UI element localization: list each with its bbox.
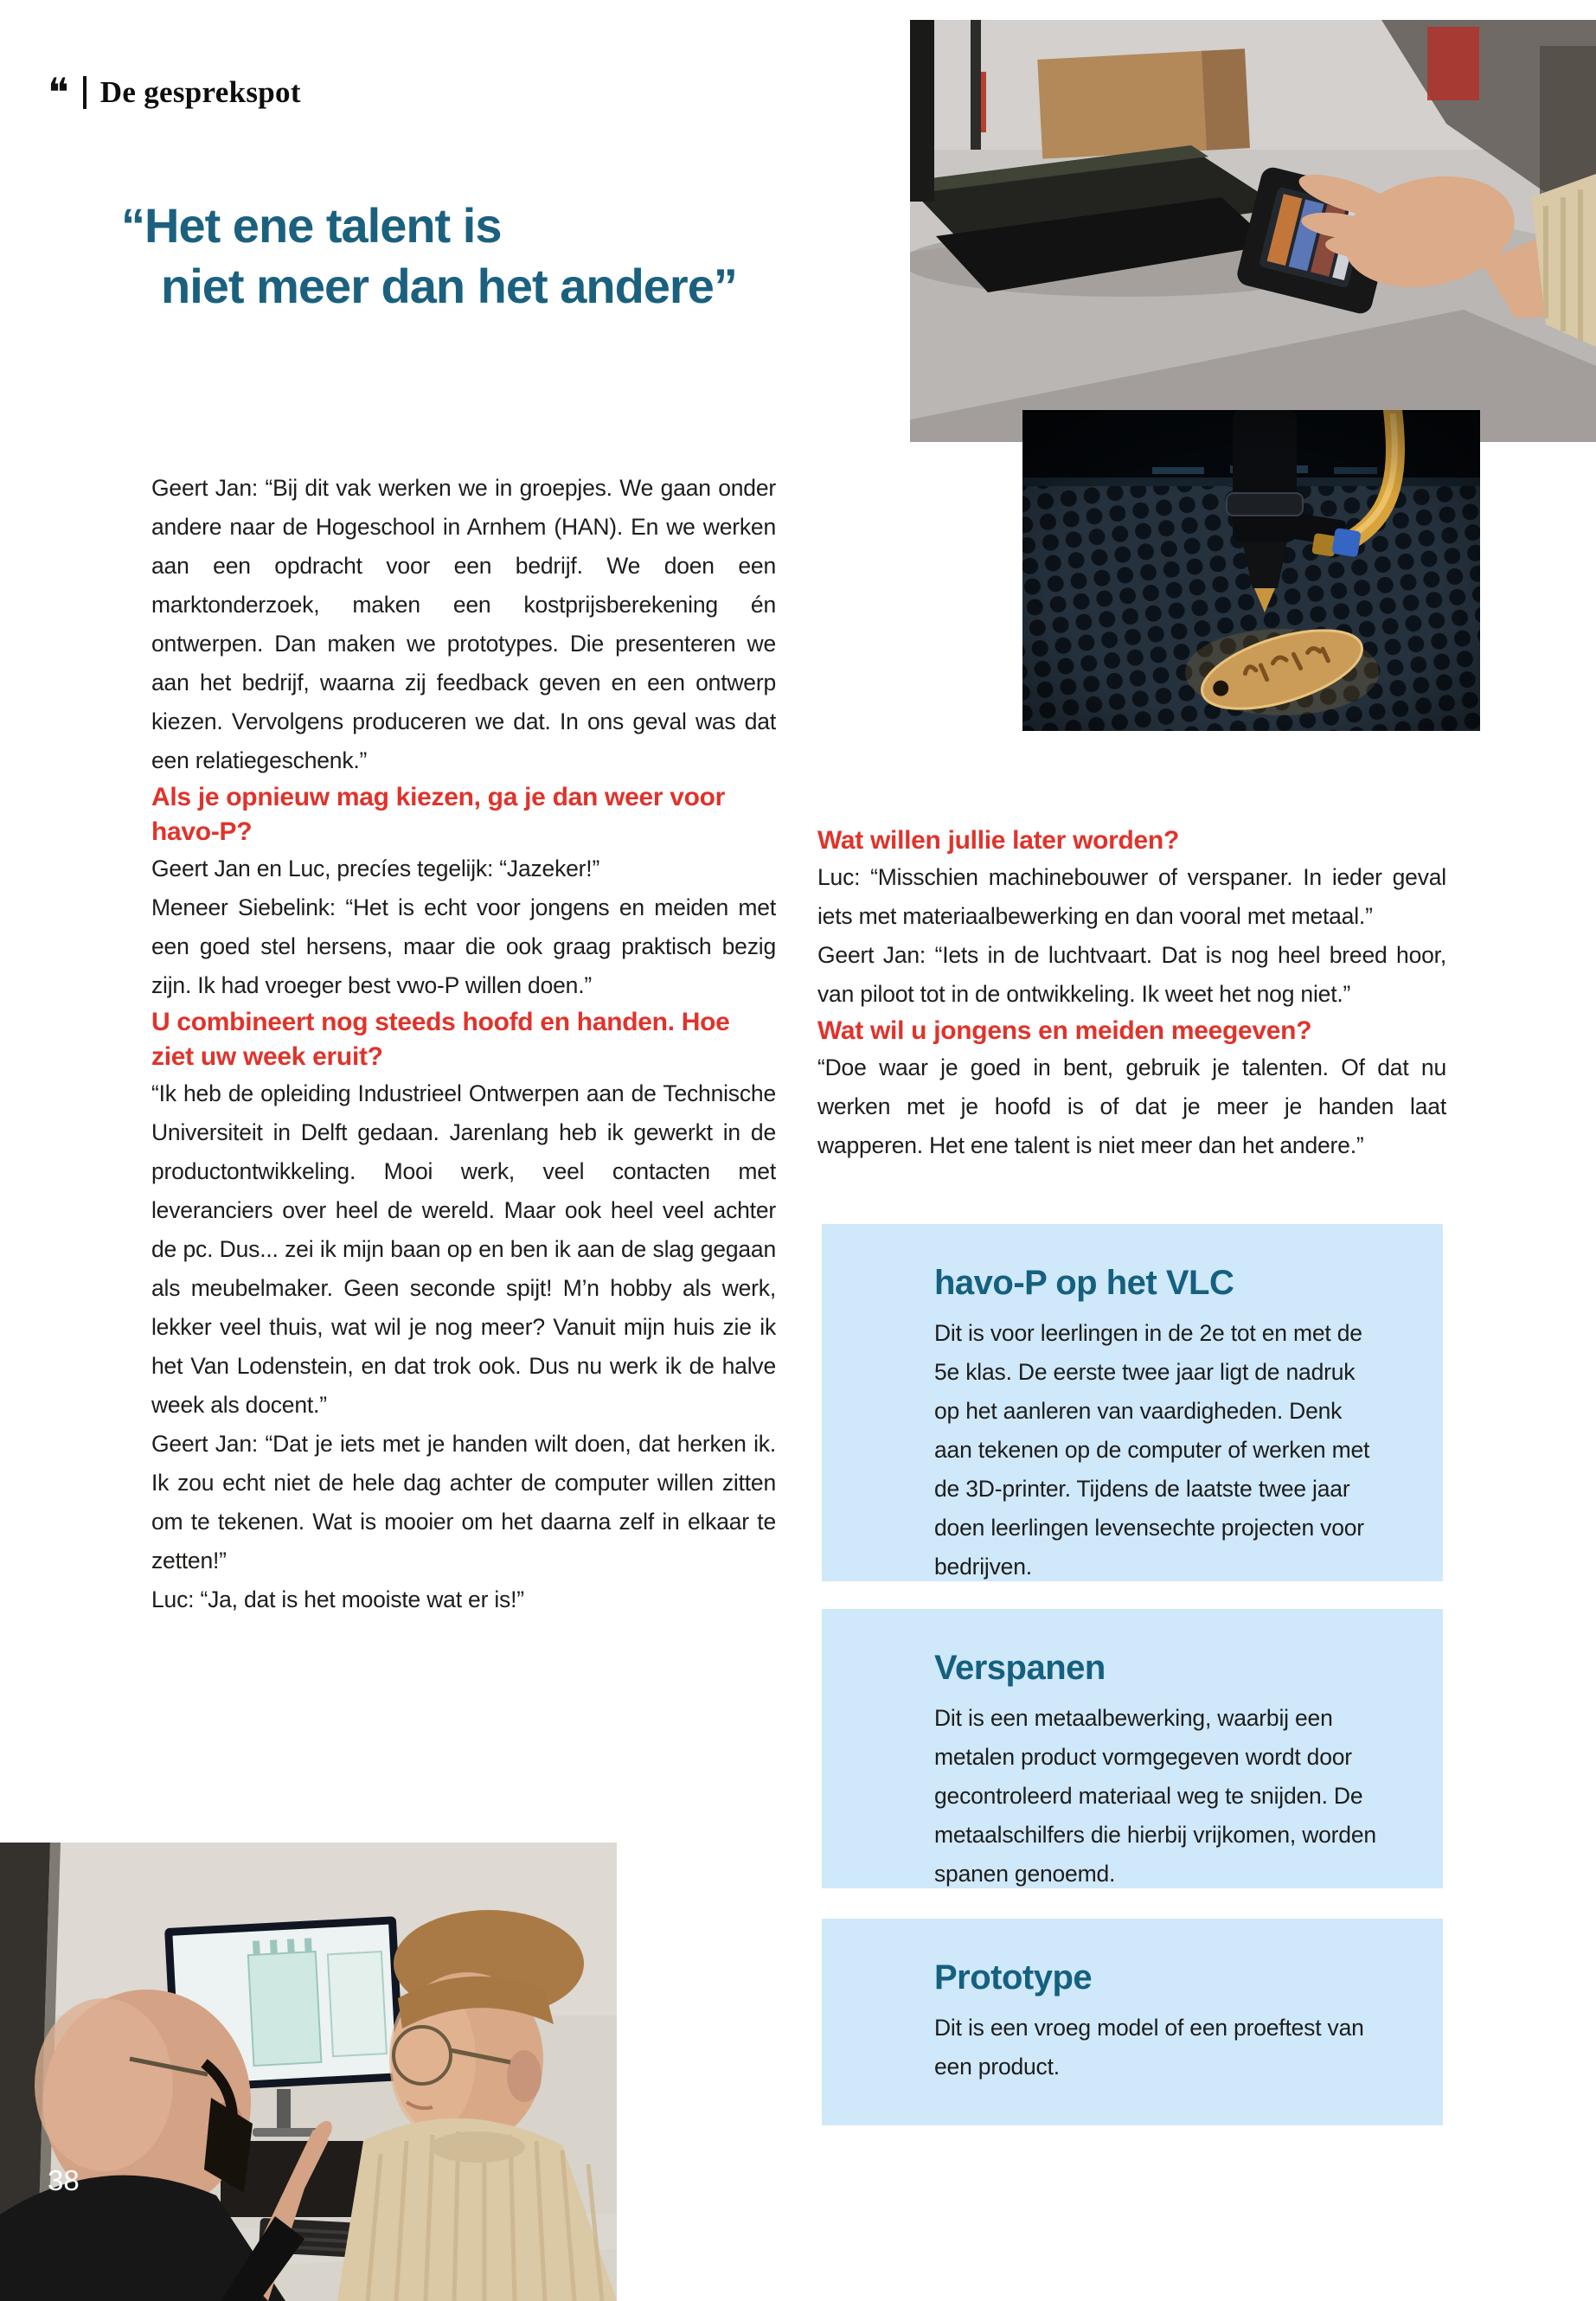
kicker [48, 69, 301, 116]
intro-paragraph: Geert Jan: “Bij dit vak werken we in groepjes. We gaan onder andere naar de Hogeschool in Arnhem (HAN). En we werken aan een opdracht voor een bedrijf. We doen een marktonderzoek, maken een kostprijsberekening én ontwerpen. Dan maken we prototypes. Die presenteren we aan het bedrijf, waarna zij feedback geven en een ontwerp kiezen. Vervolgens produceren we dat. In ons geval was dat een relatiegeschenk.” [151, 475, 776, 773]
answer-paragraph: Geert Jan en Luc, precíes tegelijk: “Jazeker!” [151, 856, 600, 881]
photo-laser-cutter [1022, 410, 1480, 731]
question-heading-3: Wat willen jullie later worden? [817, 826, 1179, 855]
printer-illustration [910, 20, 1596, 442]
quote-icon: ❝ [48, 69, 69, 116]
infobox-havo-p [822, 1224, 1443, 1581]
answer-paragraph: Meneer Siebelink: “Het is echt voor jongens en meiden met een goed stel hersens, maar die ook graag praktisch bezig zijn. Ik had vroeger best vwo-P willen doen.” [151, 894, 776, 998]
infobox-body: Dit is voor leerlingen in de 2e tot en met de 5e klas. De eerste twee jaar ligt de nadruk op het aanleren van vaardigheden. Denk aan tekenen op de computer of werken met de 3D-printer. Tijdens de laatste twee jaar doen leerlingen levensechte projecten voor bedrijven. [934, 1320, 1370, 1580]
page-title [121, 195, 737, 317]
infobox-title: havo-P op het VLC [934, 1264, 1234, 1302]
page-number: 38 [48, 2164, 80, 2196]
question-heading-2: U combineert nog steeds hoofd en handen. Hoe ziet uw week eruit? [151, 1008, 730, 1071]
infobox-title: Prototype [934, 1958, 1093, 1997]
question-heading-1: Als je opnieuw mag kiezen, ga je dan weer voor havo-P? [151, 783, 726, 846]
computer-scene-illustration [0, 1843, 617, 2301]
infobox-prototype [822, 1919, 1443, 2125]
headline-line-1: “Het ene talent is [121, 198, 502, 253]
infobox-title: Verspanen [934, 1649, 1106, 1687]
infobox-verspanen [822, 1609, 1443, 1888]
laser-illustration [1022, 410, 1480, 731]
quote-paragraph: Luc: “Ja, dat is het mooiste wat er is!” [151, 1586, 524, 1612]
headline-line-2: niet meer dan het andere” [161, 259, 737, 313]
left-column [151, 469, 776, 1619]
right-column [817, 824, 1446, 1165]
quote-paragraph: Geert Jan: “Dat je iets met je handen wilt doen, dat herken ik. Ik zou echt niet de hele dag achter de computer willen zitten om te tekenen. Wat is mooier om het daarna zelf in elkaar te zetten!” [151, 1431, 776, 1574]
photo-3d-printer [910, 20, 1596, 442]
infobox-body: Dit is een vroeg model of een proeftest van een product. [934, 2015, 1364, 2080]
photo-teacher-student [0, 1843, 617, 2301]
answer-paragraph: Luc: “Misschien machinebouwer of verspaner. In ieder geval iets met materiaalbewerking en dan vooral met metaal.” [817, 864, 1446, 929]
kicker-label: De gesprekspot [99, 75, 301, 109]
kicker-divider [83, 76, 87, 109]
answer-paragraph: Geert Jan: “Iets in de luchtvaart. Dat is nog heel breed hoor, van piloot tot in de ontwikkeling. Ik weet het nog niet.” [817, 942, 1446, 1007]
question-heading-4: Wat wil u jongens en meiden meegeven? [817, 1016, 1312, 1045]
answer-paragraph: “Doe waar je goed in bent, gebruik je talenten. Of dat nu werken met je hoofd is of dat je meer je handen laat wapperen. Het ene talent is niet meer dan het andere.” [817, 1054, 1446, 1158]
infobox-body: Dit is een metaalbewerking, waarbij een metalen product vormgegeven wordt door gecontroleerd materiaal weg te snijden. De metaalschilfers die hierbij vrijkomen, worden spanen genoemd. [934, 1705, 1376, 1887]
answer-paragraph: “Ik heb de opleiding Industrieel Ontwerpen aan de Technische Universiteit in Delft gedaan. Jarenlang heb ik gewerkt in de productontwikkeling. Mooi werk, veel contacten met leveranciers over heel de wereld. Maar ook heel veel achter de pc. Dus... zei ik mijn baan op en ben ik aan de slag gegaan als meubelmaker. Geen seconde spijt! M’n hobby als werk, lekker veel thuis, wat wil je nog meer? Vanuit mijn huis zie ik het Van Lodenstein, en dat trok ook. Dus nu werk ik de halve week als docent.” [151, 1080, 776, 1418]
